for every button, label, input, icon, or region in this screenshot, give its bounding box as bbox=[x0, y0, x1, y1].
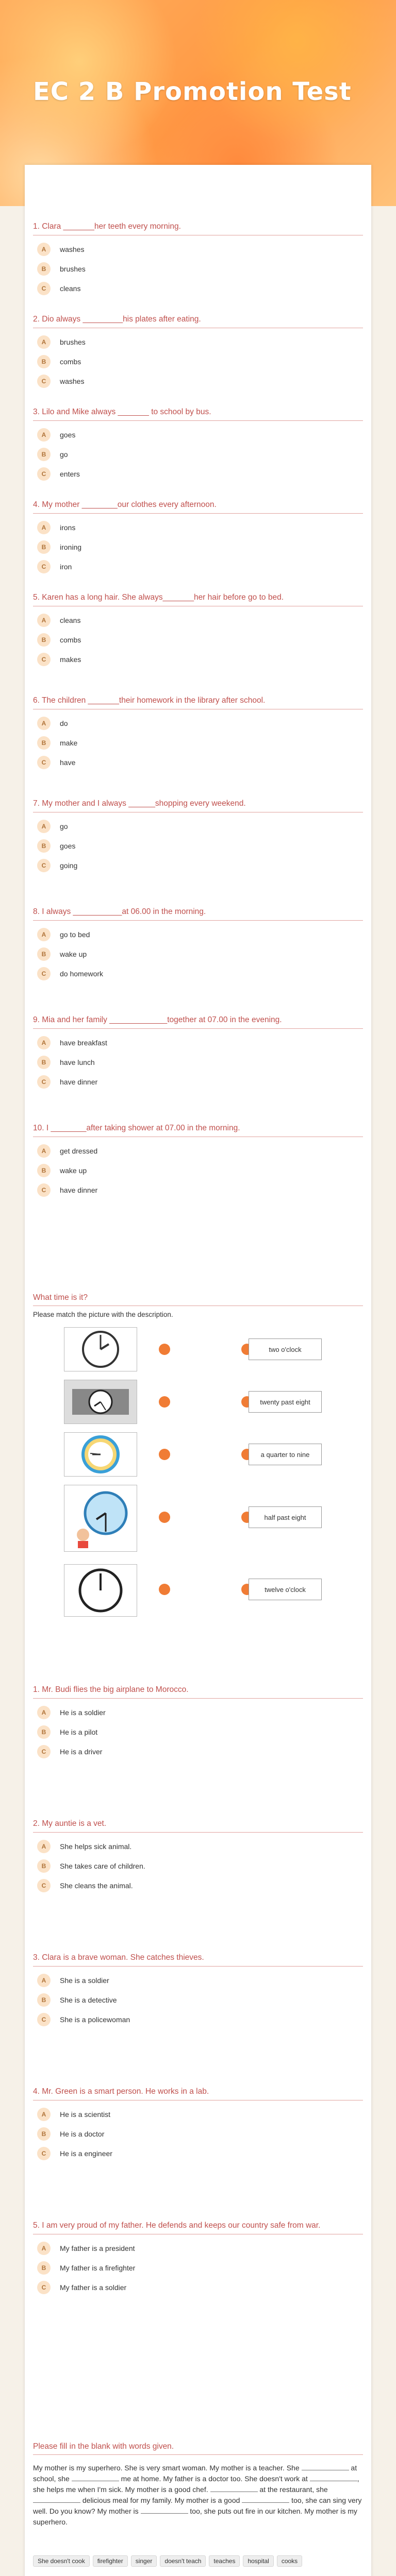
clock-two-picture bbox=[64, 1327, 137, 1371]
option-badge: C bbox=[37, 756, 51, 769]
option-label: My father is a firefighter bbox=[60, 2264, 136, 2272]
matching-title: What time is it? bbox=[33, 1293, 363, 1306]
question bbox=[33, 907, 363, 984]
option-label: He is a soldier bbox=[60, 1708, 106, 1717]
word-chip[interactable]: She doesn't cook bbox=[33, 2555, 90, 2567]
match-answer: twenty past eight bbox=[249, 1391, 322, 1413]
question bbox=[33, 696, 363, 772]
option-label: My father is a soldier bbox=[60, 2283, 127, 2292]
match-row bbox=[64, 1377, 353, 1426]
question-text: 6. The children _______their homework in the library after school. bbox=[33, 696, 363, 709]
option-label: My father is a president bbox=[60, 2244, 135, 2252]
option-badge: C bbox=[37, 560, 51, 573]
answer-option[interactable] bbox=[37, 2144, 363, 2163]
question bbox=[33, 1685, 363, 1761]
question bbox=[33, 2221, 363, 2297]
question-text: 5. I am very proud of my father. He defends and keeps our country safe from war. bbox=[33, 2221, 363, 2234]
answer-option[interactable] bbox=[37, 332, 363, 352]
answer-option[interactable] bbox=[37, 352, 363, 371]
option-label: She helps sick animal. bbox=[60, 1842, 132, 1851]
option-badge: A bbox=[37, 521, 51, 534]
option-label: going bbox=[60, 861, 78, 870]
option-badge: A bbox=[37, 2242, 51, 2255]
answer-option[interactable] bbox=[37, 630, 363, 650]
match-answer: a quarter to nine bbox=[249, 1444, 322, 1465]
option-badge: B bbox=[37, 947, 51, 961]
question bbox=[33, 799, 363, 875]
option-badge: C bbox=[37, 2147, 51, 2160]
blank-input[interactable] bbox=[310, 2474, 357, 2481]
question bbox=[33, 222, 363, 298]
answer-option[interactable] bbox=[37, 425, 363, 445]
word-chip[interactable]: doesn't teach bbox=[160, 2555, 206, 2567]
match-answer: twelve o'clock bbox=[249, 1579, 322, 1600]
option-badge: A bbox=[37, 428, 51, 442]
answer-option[interactable] bbox=[37, 836, 363, 856]
answer-option[interactable] bbox=[37, 1141, 363, 1161]
worksheet bbox=[25, 165, 371, 2576]
option-label: goes bbox=[60, 431, 76, 439]
option-label: She cleans the animal. bbox=[60, 1882, 133, 1890]
question-text: 10. I ________after taking shower at 07.00 in the morning. bbox=[33, 1123, 363, 1137]
answer-option[interactable] bbox=[37, 925, 363, 944]
answer-option[interactable] bbox=[37, 240, 363, 259]
option-badge: B bbox=[37, 262, 51, 276]
question bbox=[33, 1953, 363, 2029]
word-bank bbox=[33, 2555, 363, 2570]
question-text: 7. My mother and I always ______shopping every weekend. bbox=[33, 799, 363, 812]
option-label: enters bbox=[60, 470, 80, 478]
cloze-passage: My mother is my superhero. She is very smart woman. My mother is a teacher. She at school, she me at home. My father is a doctor too. She doesn't work at , she helps me when I'm sick. My mother is a good chef. at the restaurant, she delicious meal for my family. My mother is a good too, she can sing very well. Do you know? My mother is too, she puts out fire in our kitchen. My mother is my superhero. bbox=[33, 2464, 362, 2526]
question bbox=[33, 1015, 363, 1092]
option-label: cleans bbox=[60, 616, 81, 624]
answer-option[interactable] bbox=[37, 1722, 363, 1742]
question-text: 4. My mother ________our clothes every afternoon. bbox=[33, 500, 363, 514]
option-badge: A bbox=[37, 1144, 51, 1158]
answer-option[interactable] bbox=[37, 1742, 363, 1761]
option-badge: C bbox=[37, 1075, 51, 1089]
blank-input[interactable] bbox=[72, 2474, 119, 2481]
answer-option[interactable] bbox=[37, 2258, 363, 2278]
clock-quarter-nine-picture bbox=[64, 1432, 137, 1477]
question-text: 1. Mr. Budi flies the big airplane to Morocco. bbox=[33, 1685, 363, 1699]
option-label: She is a detective bbox=[60, 1996, 117, 2004]
option-label: She takes care of children. bbox=[60, 1862, 145, 1870]
option-label: do homework bbox=[60, 970, 104, 978]
clock-icon bbox=[70, 1487, 131, 1549]
answer-option[interactable] bbox=[37, 944, 363, 964]
match-row bbox=[64, 1482, 353, 1554]
answer-option[interactable] bbox=[37, 445, 363, 464]
question bbox=[33, 592, 363, 669]
answer-option[interactable] bbox=[37, 1990, 363, 2010]
option-label: go bbox=[60, 450, 68, 459]
match-dot-left[interactable] bbox=[159, 1344, 170, 1355]
option-label: go to bed bbox=[60, 930, 90, 939]
option-badge: C bbox=[37, 1879, 51, 1892]
blank-input[interactable] bbox=[210, 2485, 258, 2492]
option-label: irons bbox=[60, 523, 76, 532]
question-text: 5. Karen has a long hair. She always_______her hair before go to bed. bbox=[33, 592, 363, 606]
word-chip[interactable]: teaches bbox=[209, 2555, 240, 2567]
answer-option[interactable] bbox=[37, 518, 363, 537]
match-answer: two o'clock bbox=[249, 1338, 322, 1360]
match-dot-left[interactable] bbox=[159, 1449, 170, 1460]
option-label: combs bbox=[60, 358, 81, 366]
option-badge: A bbox=[37, 243, 51, 256]
clock-icon bbox=[70, 1386, 131, 1417]
question bbox=[33, 407, 363, 484]
option-label: iron bbox=[60, 563, 72, 571]
option-badge: B bbox=[37, 1725, 51, 1739]
option-badge: B bbox=[37, 2127, 51, 2141]
option-label: goes bbox=[60, 842, 76, 850]
option-label: make bbox=[60, 739, 78, 747]
clock-half-eight-picture bbox=[64, 1485, 137, 1552]
answer-option[interactable] bbox=[37, 371, 363, 391]
question bbox=[33, 314, 363, 391]
answer-option[interactable] bbox=[37, 1876, 363, 1895]
answer-option[interactable] bbox=[37, 2239, 363, 2258]
answer-option[interactable] bbox=[37, 1053, 363, 1072]
question bbox=[33, 500, 363, 577]
answer-option[interactable] bbox=[37, 753, 363, 772]
match-dot-left[interactable] bbox=[159, 1584, 170, 1595]
option-badge: A bbox=[37, 614, 51, 627]
option-label: brushes bbox=[60, 265, 86, 273]
question-text: 2. Dio always _________his plates after eating. bbox=[33, 314, 363, 328]
option-label: He is a driver bbox=[60, 1748, 103, 1756]
answer-option[interactable] bbox=[37, 1161, 363, 1180]
question-text: 4. Mr. Green is a smart person. He works in a lab. bbox=[33, 2087, 363, 2100]
option-label: have dinner bbox=[60, 1078, 98, 1086]
blank-input[interactable] bbox=[33, 2496, 80, 2503]
answer-option[interactable] bbox=[37, 1072, 363, 1092]
option-badge: C bbox=[37, 467, 51, 481]
clock-icon bbox=[75, 1434, 126, 1475]
option-badge: B bbox=[37, 1859, 51, 1873]
option-badge: A bbox=[37, 1706, 51, 1719]
word-chip[interactable]: hospital bbox=[243, 2555, 273, 2567]
answer-option[interactable] bbox=[37, 537, 363, 557]
option-badge: B bbox=[37, 448, 51, 461]
word-chip[interactable]: cooks bbox=[277, 2555, 302, 2567]
answer-option[interactable] bbox=[37, 1033, 363, 1053]
clock-icon bbox=[77, 1567, 124, 1614]
option-badge: A bbox=[37, 717, 51, 730]
option-badge: C bbox=[37, 375, 51, 388]
option-label: have bbox=[60, 758, 76, 767]
matching-instruction: Please match the picture with the description. bbox=[33, 1311, 173, 1318]
cloze-title: Please fill in the blank with words given. bbox=[33, 2442, 363, 2455]
answer-option[interactable] bbox=[37, 1971, 363, 1990]
answer-option[interactable] bbox=[37, 2010, 363, 2029]
answer-option[interactable] bbox=[37, 279, 363, 298]
option-label: washes bbox=[60, 245, 85, 253]
option-badge: A bbox=[37, 1036, 51, 1049]
question-text: 3. Lilo and Mike always _______ to school by bus. bbox=[33, 407, 363, 421]
option-badge: B bbox=[37, 839, 51, 853]
answer-option[interactable] bbox=[37, 557, 363, 577]
word-chip[interactable]: singer bbox=[131, 2555, 157, 2567]
question-text: 9. Mia and her family _____________together at 07.00 in the evening. bbox=[33, 1015, 363, 1029]
answer-option[interactable] bbox=[37, 1180, 363, 1200]
answer-option[interactable] bbox=[37, 650, 363, 669]
option-badge: C bbox=[37, 2281, 51, 2294]
blank-input[interactable] bbox=[302, 2463, 349, 2470]
option-badge: C bbox=[37, 1183, 51, 1197]
option-badge: C bbox=[37, 859, 51, 872]
match-dot-left[interactable] bbox=[159, 1396, 170, 1408]
option-label: brushes bbox=[60, 338, 86, 346]
option-badge: C bbox=[37, 2013, 51, 2026]
option-badge: B bbox=[37, 736, 51, 750]
answer-option[interactable] bbox=[37, 964, 363, 984]
option-label: have dinner bbox=[60, 1186, 98, 1194]
option-label: have lunch bbox=[60, 1058, 95, 1066]
answer-option[interactable] bbox=[37, 2124, 363, 2144]
answer-option[interactable] bbox=[37, 2278, 363, 2297]
option-badge: A bbox=[37, 928, 51, 941]
option-label: He is a doctor bbox=[60, 2130, 105, 2138]
option-badge: A bbox=[37, 1840, 51, 1853]
match-answer: half past eight bbox=[249, 1506, 322, 1528]
option-badge: A bbox=[37, 820, 51, 833]
option-label: cleans bbox=[60, 284, 81, 293]
answer-option[interactable] bbox=[37, 259, 363, 279]
blank-input[interactable] bbox=[141, 2506, 188, 2514]
option-label: combs bbox=[60, 636, 81, 644]
question-text: 3. Clara is a brave woman. She catches thieves. bbox=[33, 1953, 363, 1967]
option-label: He is a engineer bbox=[60, 2149, 112, 2158]
answer-option[interactable] bbox=[37, 714, 363, 733]
question bbox=[33, 1123, 363, 1200]
match-row bbox=[64, 1561, 353, 1618]
option-badge: C bbox=[37, 967, 51, 980]
option-label: go bbox=[60, 822, 68, 831]
answer-option[interactable] bbox=[37, 856, 363, 875]
question bbox=[33, 1819, 363, 1895]
option-badge: A bbox=[37, 1974, 51, 1987]
clock-eight-twenty-picture bbox=[64, 1380, 137, 1424]
option-label: wake up bbox=[60, 1166, 87, 1175]
answer-option[interactable] bbox=[37, 2105, 363, 2124]
option-badge: C bbox=[37, 653, 51, 666]
option-badge: B bbox=[37, 1056, 51, 1069]
option-badge: B bbox=[37, 1164, 51, 1177]
question bbox=[33, 2087, 363, 2163]
option-badge: C bbox=[37, 282, 51, 295]
option-label: washes bbox=[60, 377, 85, 385]
option-badge: A bbox=[37, 335, 51, 349]
option-badge: B bbox=[37, 540, 51, 554]
blank-input[interactable] bbox=[242, 2496, 289, 2503]
option-label: He is a pilot bbox=[60, 1728, 98, 1736]
option-badge: B bbox=[37, 633, 51, 647]
option-badge: B bbox=[37, 1993, 51, 2007]
answer-option[interactable] bbox=[37, 611, 363, 630]
option-label: get dressed bbox=[60, 1147, 98, 1155]
option-label: She is a soldier bbox=[60, 1976, 109, 1985]
option-label: have breakfast bbox=[60, 1039, 107, 1047]
answer-option[interactable] bbox=[37, 817, 363, 836]
answer-option[interactable] bbox=[37, 1703, 363, 1722]
question-text: 1. Clara _______her teeth every morning. bbox=[33, 222, 363, 235]
option-label: do bbox=[60, 719, 68, 727]
option-label: She is a policewoman bbox=[60, 2015, 130, 2024]
match-row bbox=[64, 1429, 353, 1479]
page-title: EC 2 B Promotion Test bbox=[33, 77, 352, 106]
word-chip[interactable]: firefighter bbox=[93, 2555, 128, 2567]
option-label: He is a scientist bbox=[60, 2110, 111, 2119]
option-label: wake up bbox=[60, 950, 87, 958]
option-badge: C bbox=[37, 1745, 51, 1758]
option-badge: A bbox=[37, 2108, 51, 2121]
question-text: 8. I always ___________at 06.00 in the morning. bbox=[33, 907, 363, 921]
option-label: ironing bbox=[60, 543, 82, 551]
question-text: 2. My auntie is a vet. bbox=[33, 1819, 363, 1833]
answer-option[interactable] bbox=[37, 464, 363, 484]
answer-option[interactable] bbox=[37, 733, 363, 753]
option-label: makes bbox=[60, 655, 81, 664]
match-dot-left[interactable] bbox=[159, 1512, 170, 1523]
clock-icon bbox=[80, 1329, 121, 1370]
clock-twelve-picture bbox=[64, 1564, 137, 1617]
option-badge: B bbox=[37, 355, 51, 368]
match-row bbox=[64, 1324, 353, 1374]
option-badge: B bbox=[37, 2261, 51, 2275]
answer-option[interactable] bbox=[37, 1837, 363, 1856]
answer-option[interactable] bbox=[37, 1856, 363, 1876]
